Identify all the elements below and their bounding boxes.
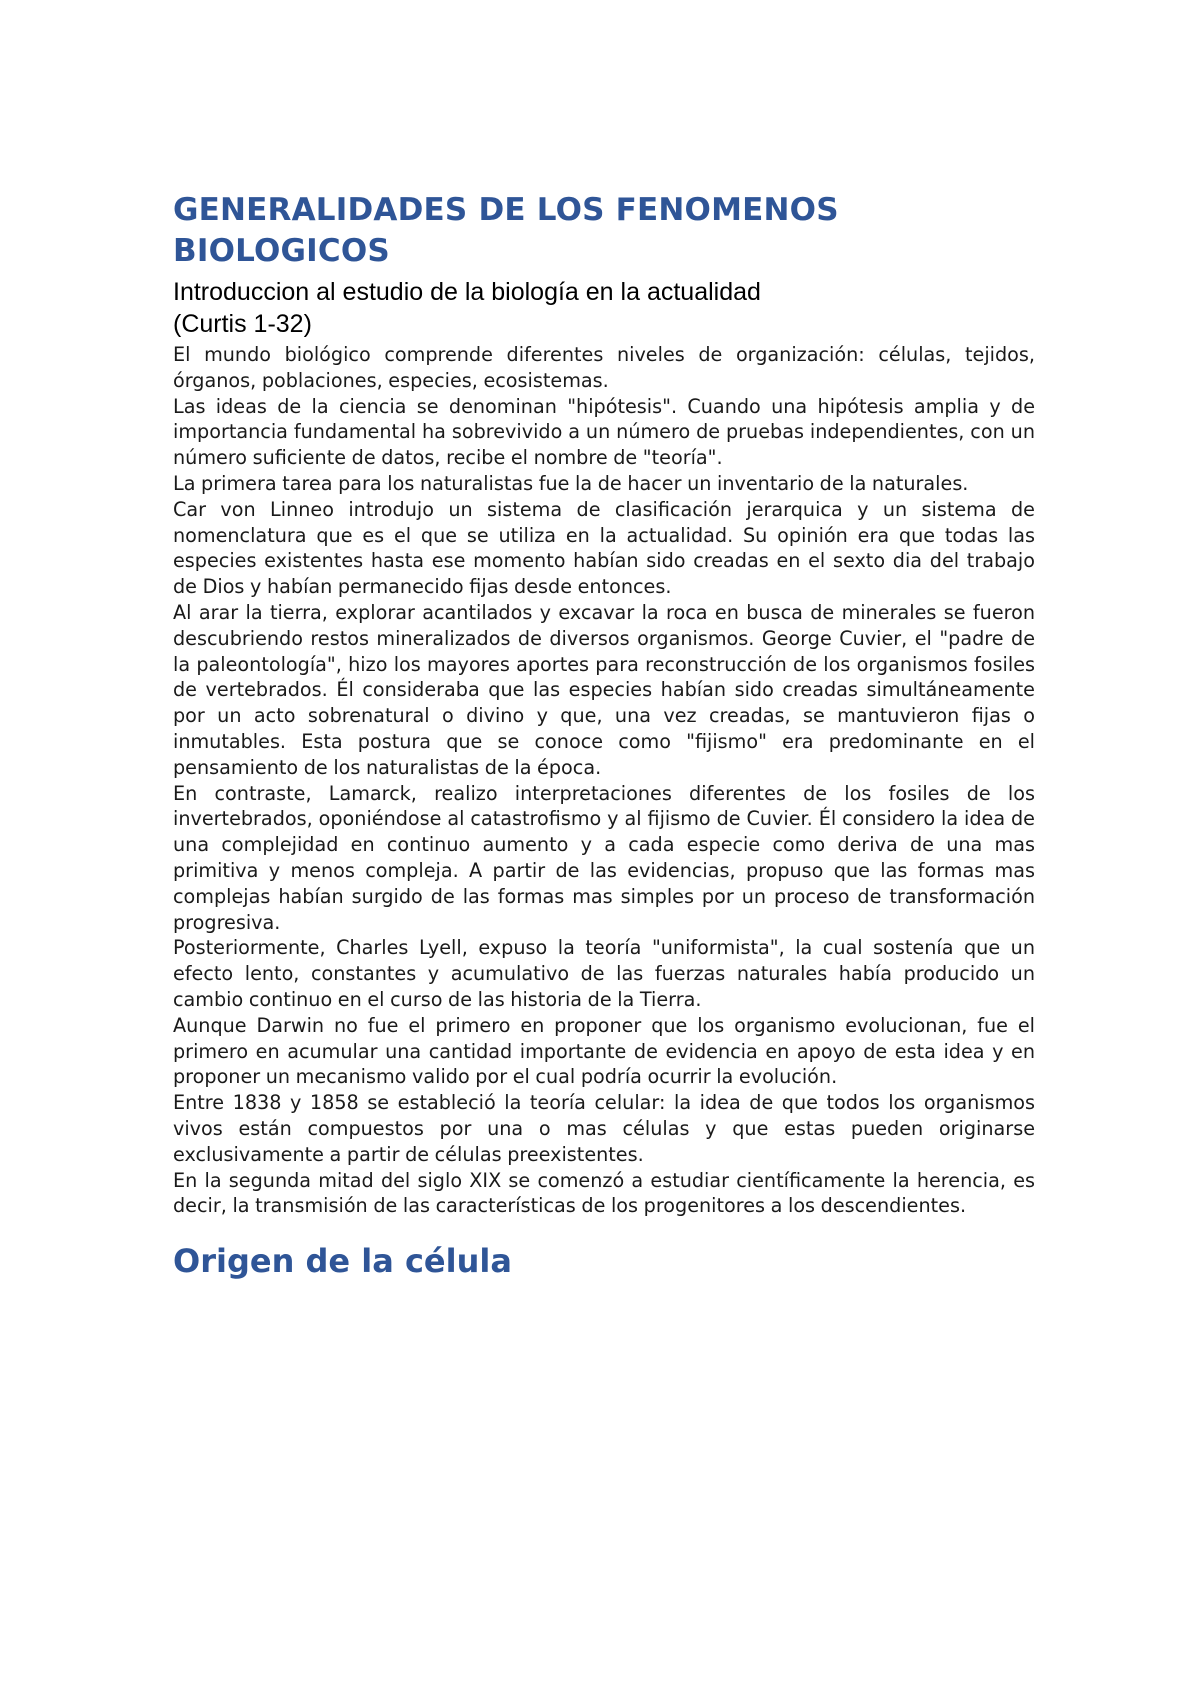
subtitle-reference: (Curtis 1-32) (173, 310, 312, 338)
main-title: GENERALIDADES DE LOS FENOMENOS BIOLOGICOS (173, 192, 839, 269)
paragraph: Entre 1838 y 1858 se estableció la teoría celular: la idea de que todos los organismos vivos están compuestos por una o mas células y que estas pueden originarse exclusivamente a partir de células preexistentes. (173, 1091, 1035, 1166)
paragraph: La primera tarea para los naturalistas fue la de hacer un inventario de la naturales. (173, 471, 969, 495)
document-content (173, 190, 1035, 1282)
paragraph: Posteriormente, Charles Lyell, expuso la teoría "uniformista", la cual sostenía que un efecto lento, constantes y acumulativo de las fuerzas naturales había producido un cambio continuo en el curso de las historia de la Tierra. (173, 936, 1035, 1011)
section-title: Origen de la célula (173, 1242, 512, 1281)
paragraph: Las ideas de la ciencia se denominan "hipótesis". Cuando una hipótesis amplia y de importancia fundamental ha sobrevivido a un número de pruebas independientes, con un número suficiente de datos, recibe el nombre de "teoría". (173, 394, 1035, 470)
body-text (173, 342, 1035, 1219)
paragraph: En la segunda mitad del siglo XIX se comenzó a estudiar científicamente la herencia, es decir, la transmisión de las características de los progenitores a los descendientes. (173, 1168, 1035, 1218)
paragraph: Aunque Darwin no fue el primero en proponer que los organismo evolucionan, fue el primero en acumular una cantidad importante de evidencia en apoyo de esta idea y en proponer un mecanismo valido por el cual podría ocurrir la evolución. (173, 1013, 1035, 1089)
paragraph: El mundo biológico comprende diferentes niveles de organización: células, tejidos, órganos, poblaciones, especies, ecosistemas. (173, 343, 1035, 392)
subtitle: Introduccion al estudio de la biología en la actualidad (173, 278, 761, 306)
paragraph: Al arar la tierra, explorar acantilados y excavar la roca en busca de minerales se fueron descubriendo restos mineralizados de diversos organismos. George Cuvier, el "padre de la paleontología", hizo los mayores aportes para reconstrucción de los organismos fosiles de vertebrados. Él consideraba que las especies habían sido creadas simultáneamente por un acto sobrenatural o divino y que, una vez creadas, se mantuvieron fijas o inmutables. Esta postura que se conoce como "fijismo" era predominante en el pensamiento de los naturalistas de la época. (173, 600, 1035, 779)
paragraph: Car von Linneo introdujo un sistema de clasificación jerarquica y un sistema de nomenclatura que es el que se utiliza en la actualidad. Su opinión era que todas las especies existentes hasta ese momento habían sido creadas en el sexto dia del trabajo de Dios y habían permanecido fijas desde entonces. (173, 497, 1035, 599)
paragraph: En contraste, Lamarck, realizo interpretaciones diferentes de los fosiles de los invertebrados, oponiéndose al catastrofismo y al fijismo de Cuvier. Él considero la idea de una complejidad en continuo aumento y a cada especie como deriva de una mas primitiva y menos compleja. A partir de las evidencias, propuso que las formas mas complejas habían surgido de las formas mas simples por un proceso de transformación progresiva. (173, 781, 1035, 934)
